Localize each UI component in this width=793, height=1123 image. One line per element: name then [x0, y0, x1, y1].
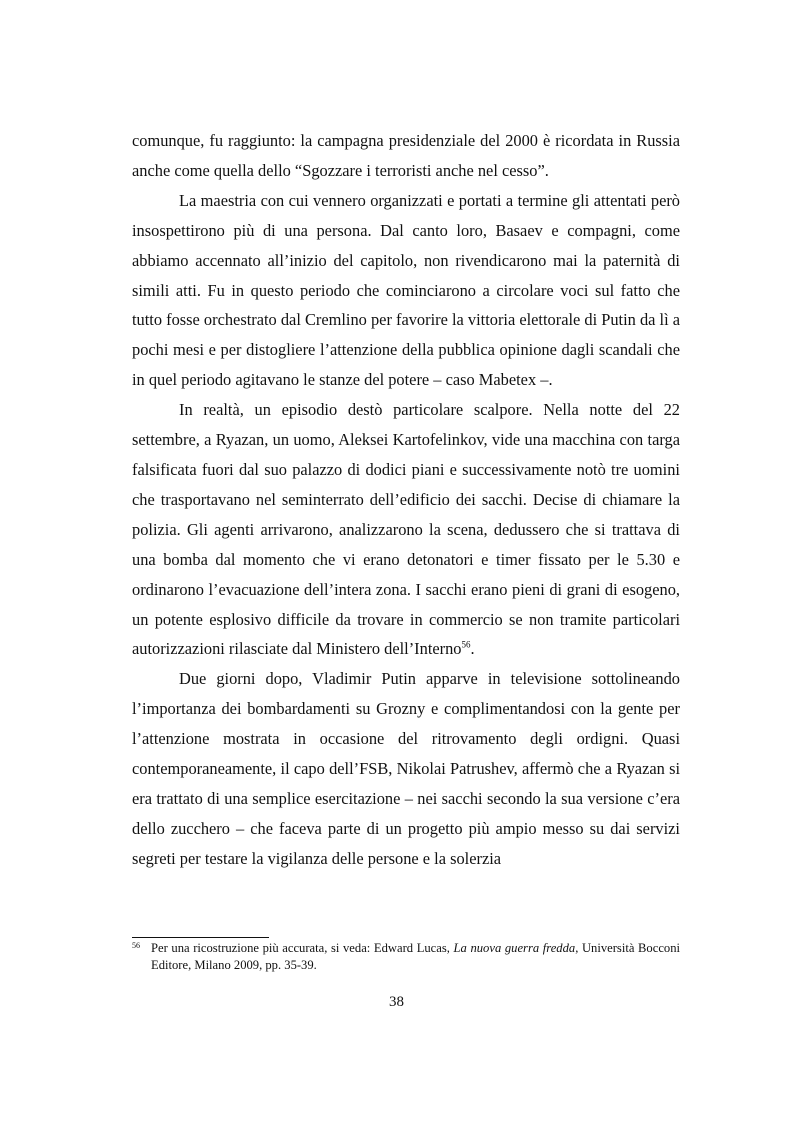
footnote-text-after: , Università Bocconi Editore, Milano 2009, pp. 35-39.: [151, 941, 681, 972]
footnote-separator: [132, 937, 269, 938]
paragraph-1: comunque, fu raggiunto: la campagna presidenziale del 2000 è ricordata in Russia anche come quella dello “Sgozzare i terroristi anche nel cesso”.: [132, 131, 680, 180]
paragraph-2: La maestria con cui vennero organizzati e portati a termine gli attentati però insospettirono più di una persona. Dal canto loro, Basaev e compagni, come abbiamo accennato all’inizio del capitolo, non rivendicarono mai la paternità di simili atti. Fu in questo periodo che cominciarono a circolare voci sul fatto che tutto fosse orchestrato dal Cremlino per favorire la vittoria elettorale di Putin da lì a pochi mesi e per distogliere l’attenzione della pubblica opinione dagli scandali che in quel periodo agitavano le stanze del potere – caso Mabetex –.: [132, 190, 681, 390]
paragraph-3-text: In realtà, un episodio destò particolare scalpore. Nella notte del 22 settembre, a Ryazan, un uomo, Aleksei Kartofelinkov, vide una macchina con targa falsificata fuori dal suo palazzo di dodici piani e successivamente notò tre uomini che trasportavano nel seminterrato dell’edificio dei sacchi. Decise di chiamare la polizia. Gli agenti arrivarono, analizzarono la scena, dedussero che si trattava di una bomba dal momento che vi erano detonatori e timer fissato per le 5.30 e ordinarono l’evacuazione dell’intera zona. I sacchi erano pieni di grani di esogeno, un potente esplosivo difficile da trovare in commercio se non tramite particolari autorizzazioni rilasciate dal Ministero dell’Interno: [132, 400, 680, 659]
footnote-reference[interactable]: 56: [461, 639, 471, 650]
page-number: 38: [389, 994, 404, 1010]
paragraph-4: Due giorni dopo, Vladimir Putin apparve in televisione sottolineando l’importanza dei bombardamenti su Grozny e complimentandosi con la gente per l’attenzione mostrata in occasione del ritrovamento degli ordigni. Quasi contemporaneamente, il capo dell’FSB, Nikolai Patrushev, affermò che a Ryazan si era trattato di una semplice esercitazione – nei sacchi secondo la sua versione c’era dello zucchero – che faceva parte di un progetto più ampio messo su dai servizi segreti per testare la vigilanza delle persone e la solerzia: [132, 669, 680, 868]
footnote-book-title: La nuova guerra fredda: [453, 941, 576, 955]
paragraph-3-end: .: [470, 639, 475, 659]
footnote-number: 56: [132, 941, 140, 950]
paragraph-3: [132, 395, 680, 664]
footnote-text-before: Per una ricostruzione più accurata, si veda: Edward Lucas,: [151, 941, 454, 955]
main-text: [132, 126, 680, 874]
footnote: [132, 940, 680, 974]
